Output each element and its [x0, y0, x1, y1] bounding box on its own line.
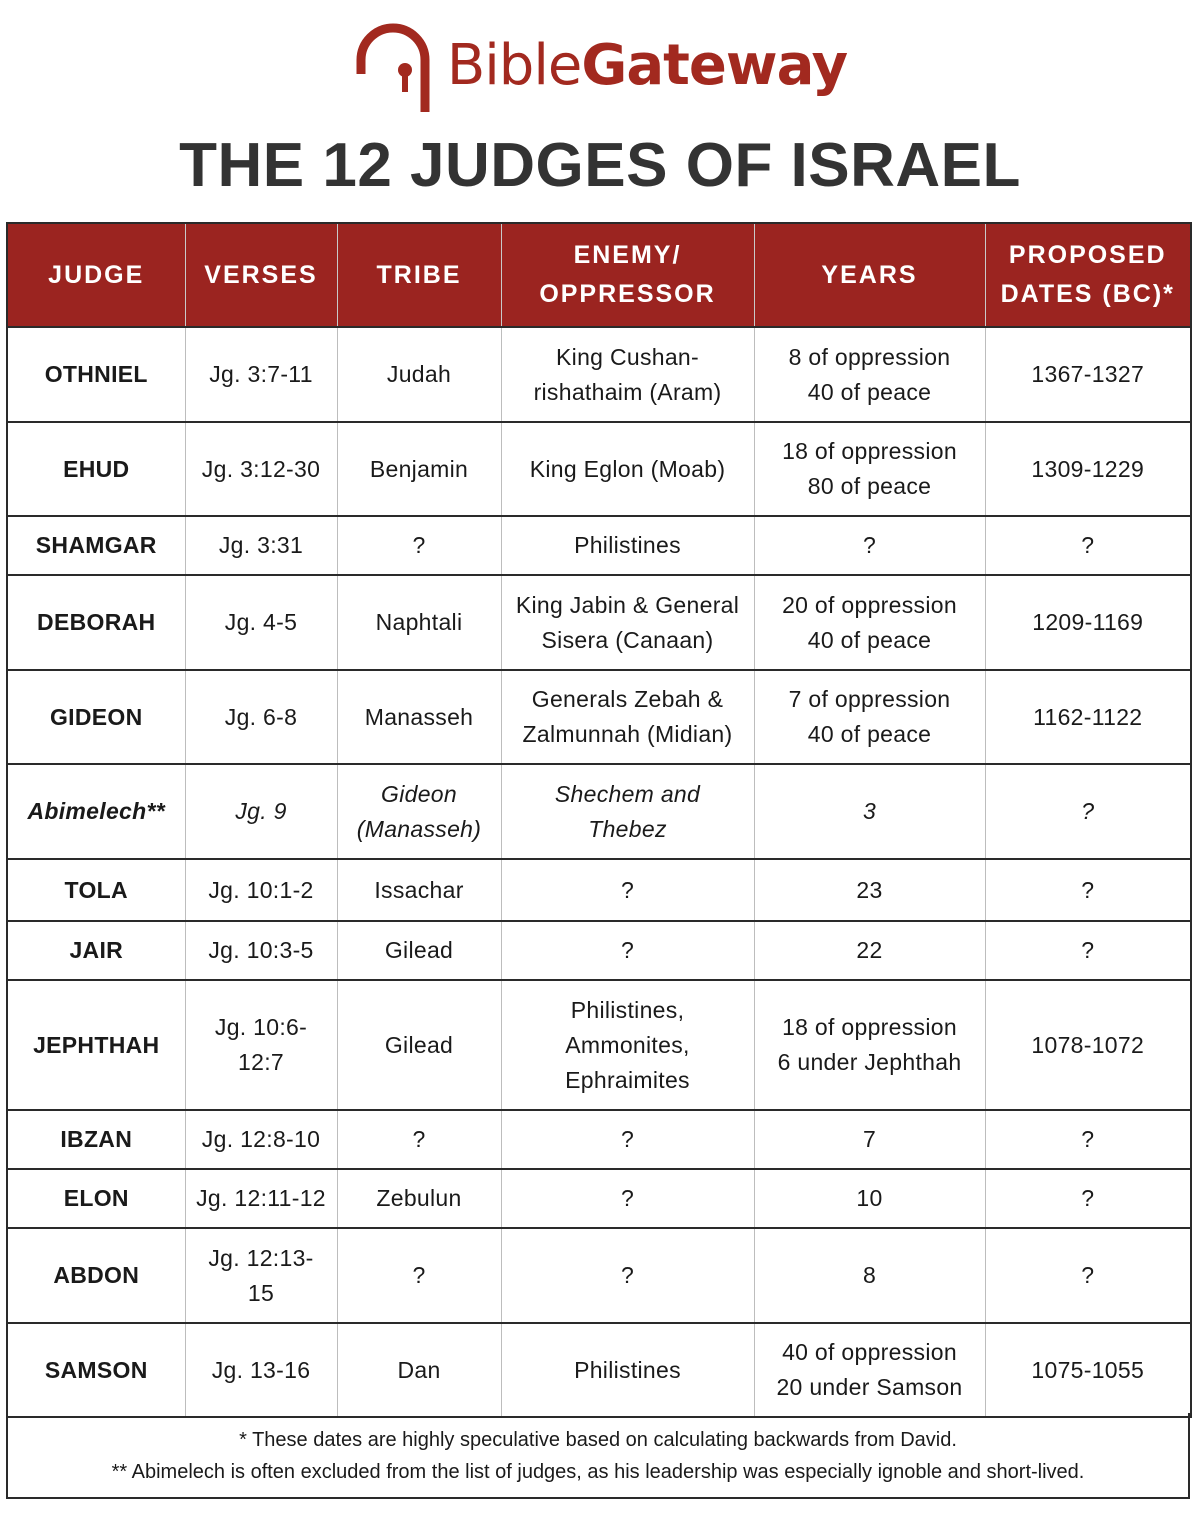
cell-tribe-line: Issachar [374, 876, 464, 903]
cell-enemy [501, 859, 754, 921]
cell-tribe [337, 1110, 501, 1169]
table-row [7, 764, 1191, 859]
cell-years-line: 40 of oppression [782, 1339, 957, 1365]
footnote-dates: * These dates are highly speculative based on calculating backwards from David. [239, 1429, 957, 1451]
cell-dates-line: ? [1081, 798, 1095, 824]
cell-enemy-line: King Eglon (Moab) [529, 455, 726, 482]
cell-enemy-line: Sisera (Canaan) [541, 626, 714, 653]
table-row [7, 1110, 1191, 1169]
cell-verses-line: Jg. 10:1-2 [208, 876, 314, 903]
cell-tribe [337, 1228, 501, 1323]
cell-years-line: 22 [856, 937, 883, 963]
cell-dates-line: 1309-1229 [1031, 455, 1145, 482]
cell-dates [985, 1110, 1191, 1169]
cell-judge-line: SHAMGAR [35, 532, 157, 558]
cell-judge [7, 1228, 185, 1323]
cell-enemy [501, 1169, 754, 1228]
brand-logo-group [353, 20, 847, 112]
column-header-line: VERSES [204, 260, 318, 289]
table-row [7, 921, 1191, 980]
cell-years [754, 516, 985, 575]
cell-dates-line: 1367-1327 [1031, 361, 1145, 387]
cell-years [754, 859, 985, 921]
cell-judge [7, 859, 185, 921]
cell-verses-line: Jg. 4-5 [224, 609, 298, 635]
cell-dates [985, 516, 1191, 575]
cell-enemy-line: Shechem and [554, 780, 701, 807]
cell-enemy-line: Thebez [588, 815, 667, 842]
cell-verses [185, 921, 337, 980]
cell-verses-line: 15 [247, 1279, 275, 1306]
cell-years-line: 3 [862, 798, 877, 824]
cell-judge-line: DEBORAH [37, 609, 156, 635]
cell-years [754, 921, 985, 980]
cell-enemy [501, 921, 754, 980]
cell-enemy-line: Philistines, [570, 996, 685, 1023]
cell-years-line: 40 of peace [807, 378, 932, 405]
cell-tribe-line: Naphtali [375, 609, 463, 635]
cell-years-line: ? [862, 532, 877, 558]
cell-enemy-line: rishathaim (Aram) [533, 378, 722, 405]
cell-tribe-line: ? [412, 1126, 426, 1152]
table-row [7, 859, 1191, 921]
cell-judge-line: JAIR [69, 937, 124, 963]
cell-enemy [501, 575, 754, 670]
cell-verses-line: Jg. 6-8 [224, 703, 298, 730]
cell-verses [185, 1169, 337, 1228]
cell-years [754, 1228, 985, 1323]
cell-years-line: 23 [856, 876, 883, 903]
cell-dates [985, 921, 1191, 980]
cell-tribe [337, 921, 501, 980]
cell-judge-line: GIDEON [49, 703, 143, 730]
cell-judge-line: Abimelech** [27, 798, 165, 824]
table-row [7, 516, 1191, 575]
cell-years [754, 1323, 985, 1417]
cell-dates-line: ? [1081, 876, 1095, 903]
column-header-judge [7, 223, 185, 327]
cell-tribe-line: Dan [397, 1356, 441, 1383]
column-header-line: YEARS [821, 260, 918, 289]
cell-enemy-line: Zalmunnah (Midian) [522, 721, 733, 747]
table-row [7, 327, 1191, 422]
column-header-tribe [337, 223, 501, 327]
table-row [7, 1169, 1191, 1228]
cell-tribe [337, 670, 501, 764]
cell-verses [185, 1228, 337, 1323]
cell-years-line: 80 of peace [807, 473, 932, 499]
keyhole-arch-icon [353, 20, 433, 112]
cell-tribe [337, 1169, 501, 1228]
cell-verses-line: 12:7 [238, 1049, 284, 1075]
cell-tribe-line: Judah [386, 361, 452, 387]
cell-verses [185, 670, 337, 764]
cell-enemy-line: Ammonites, [565, 1031, 690, 1058]
cell-verses [185, 764, 337, 859]
table-header-row [7, 223, 1191, 327]
cell-years [754, 1169, 985, 1228]
cell-years [754, 670, 985, 764]
column-header-line: ENEMY/ [573, 241, 682, 269]
column-header-dates [985, 223, 1191, 327]
cell-enemy [501, 327, 754, 422]
cell-dates-line: ? [1081, 1126, 1095, 1152]
cell-years-line: 20 under Samson [776, 1374, 963, 1400]
cell-judge-line: OTHNIEL [44, 361, 148, 387]
brand-name [446, 33, 848, 98]
table-row [7, 1323, 1191, 1417]
table-body [7, 327, 1191, 1417]
cell-dates [985, 1228, 1191, 1323]
cell-years [754, 980, 985, 1110]
cell-tribe [337, 859, 501, 921]
cell-verses-line: Jg. 12:8-10 [201, 1126, 321, 1152]
cell-tribe-line: Zebulun [376, 1185, 462, 1211]
cell-years-line: 40 of peace [807, 626, 932, 653]
column-header-line: JUDGE [48, 260, 145, 289]
cell-years-line: 7 [862, 1126, 877, 1152]
cell-judge [7, 422, 185, 516]
cell-verses-line: Jg. 12:13- [208, 1244, 314, 1271]
cell-dates [985, 670, 1191, 764]
cell-years-line: 7 of oppression [788, 686, 951, 712]
cell-dates [985, 1169, 1191, 1228]
cell-tribe-line: Gideon [381, 780, 457, 807]
cell-verses [185, 1110, 337, 1169]
cell-enemy [501, 516, 754, 575]
cell-verses-line: Jg. 10:3-5 [208, 937, 314, 963]
cell-judge-line: EHUD [63, 455, 130, 482]
cell-tribe-line: Gilead [384, 937, 454, 963]
cell-enemy [501, 764, 754, 859]
column-header-years [754, 223, 985, 327]
cell-judge-line: ELON [63, 1185, 129, 1211]
cell-years-line: 40 of peace [807, 721, 932, 747]
cell-years-line: 8 of oppression [788, 343, 951, 370]
cell-years-line: 10 [856, 1185, 883, 1211]
cell-dates-line: ? [1081, 937, 1095, 963]
cell-judge-line: TOLA [64, 876, 128, 903]
cell-years-line: 20 of oppression [782, 591, 957, 618]
cell-verses-line: Jg. 3:12-30 [201, 455, 321, 482]
cell-dates-line: ? [1081, 532, 1095, 558]
cell-dates-line: 1209-1169 [1032, 609, 1144, 635]
cell-enemy-line: ? [620, 876, 635, 903]
cell-judge-line: ABDON [53, 1262, 140, 1288]
cell-dates [985, 764, 1191, 859]
cell-verses [185, 1323, 337, 1417]
cell-enemy [501, 1323, 754, 1417]
cell-enemy-line: Philistines [574, 532, 681, 558]
cell-tribe-line: ? [412, 1262, 426, 1288]
cell-enemy-line: ? [620, 937, 635, 963]
cell-tribe-line: ? [412, 532, 426, 558]
cell-enemy [501, 422, 754, 516]
cell-verses-line: Jg. 10:6- [214, 1014, 308, 1040]
cell-verses-line: Jg. 12:11-12 [196, 1185, 326, 1211]
table-row [7, 670, 1191, 764]
cell-judge [7, 921, 185, 980]
cell-tribe [337, 575, 501, 670]
cell-dates-line: 1078-1072 [1031, 1031, 1145, 1058]
cell-verses [185, 327, 337, 422]
cell-judge [7, 980, 185, 1110]
cell-tribe-line: (Manasseh) [356, 815, 482, 842]
cell-years [754, 575, 985, 670]
cell-enemy [501, 670, 754, 764]
cell-enemy-line: King Jabin & General [515, 591, 740, 618]
cell-judge [7, 764, 185, 859]
cell-tribe [337, 980, 501, 1110]
table-row [7, 1228, 1191, 1323]
column-header-line: DATES (BC)* [1000, 280, 1175, 308]
cell-enemy [501, 1228, 754, 1323]
cell-verses-line: Jg. 3:31 [218, 532, 304, 558]
cell-enemy-line: ? [620, 1262, 635, 1288]
cell-years-line: 6 under Jephthah [777, 1049, 962, 1075]
cell-verses [185, 575, 337, 670]
column-header-line: TRIBE [376, 260, 462, 289]
cell-years [754, 327, 985, 422]
table-row [7, 575, 1191, 670]
column-header-verses [185, 223, 337, 327]
footnote-abimelech: ** Abimelech is often excluded from the list of judges, as his leadership was especially ignoble and short-lived. [111, 1461, 1085, 1483]
cell-judge [7, 670, 185, 764]
brand-logo [0, 18, 1200, 114]
cell-verses-line: Jg. 9 [235, 798, 287, 824]
cell-years-line: 8 [862, 1262, 877, 1288]
cell-judge-line: IBZAN [60, 1126, 133, 1152]
cell-tribe [337, 327, 501, 422]
column-header-line: OPPRESSOR [539, 280, 716, 308]
cell-tribe-line: Gilead [384, 1031, 454, 1058]
judges-table [6, 222, 1192, 1418]
cell-verses [185, 516, 337, 575]
cell-dates-line: ? [1081, 1262, 1095, 1288]
cell-judge-line: SAMSON [44, 1356, 148, 1383]
cell-enemy-line: King Cushan- [556, 343, 699, 370]
cell-verses [185, 980, 337, 1110]
cell-dates [985, 859, 1191, 921]
cell-enemy [501, 1110, 754, 1169]
cell-judge [7, 327, 185, 422]
cell-judge [7, 1323, 185, 1417]
cell-dates-line: 1162-1122 [1033, 703, 1143, 730]
column-header-line: PROPOSED [1008, 241, 1167, 269]
cell-judge [7, 1110, 185, 1169]
cell-enemy-line: ? [620, 1126, 635, 1152]
cell-enemy-line: Generals Zebah & [531, 686, 724, 712]
cell-tribe-line: Benjamin [369, 455, 469, 482]
cell-enemy [501, 980, 754, 1110]
cell-verses-line: Jg. 3:7-11 [209, 361, 313, 387]
cell-judge [7, 575, 185, 670]
column-header-enemy [501, 223, 754, 327]
cell-dates [985, 980, 1191, 1110]
cell-verses [185, 859, 337, 921]
cell-enemy-line: ? [620, 1185, 635, 1211]
cell-dates [985, 422, 1191, 516]
cell-dates [985, 575, 1191, 670]
cell-judge-line: JEPHTHAH [33, 1031, 160, 1058]
cell-dates [985, 1323, 1191, 1417]
brand-name-bold: Gateway [581, 33, 848, 98]
page-title: THE 12 JUDGES OF ISRAEL [179, 131, 1021, 200]
brand-name-light: Bible [446, 33, 582, 98]
table-row [7, 980, 1191, 1110]
cell-verses [185, 422, 337, 516]
cell-tribe-line: Manasseh [364, 703, 474, 730]
cell-tribe [337, 1323, 501, 1417]
footnotes [6, 1413, 1190, 1499]
cell-judge [7, 1169, 185, 1228]
cell-verses-line: Jg. 13-16 [211, 1356, 311, 1383]
cell-tribe [337, 764, 501, 859]
cell-years-line: 18 of oppression [782, 1014, 957, 1040]
cell-tribe [337, 516, 501, 575]
cell-enemy-line: Philistines [574, 1356, 681, 1383]
cell-dates-line: 1075-1055 [1031, 1356, 1145, 1383]
cell-dates [985, 327, 1191, 422]
cell-tribe [337, 422, 501, 516]
cell-years [754, 764, 985, 859]
cell-years [754, 1110, 985, 1169]
cell-years [754, 422, 985, 516]
cell-dates-line: ? [1081, 1185, 1095, 1211]
cell-years-line: 18 of oppression [782, 438, 957, 464]
table-row [7, 422, 1191, 516]
cell-enemy-line: Ephraimites [565, 1066, 690, 1093]
cell-judge [7, 516, 185, 575]
